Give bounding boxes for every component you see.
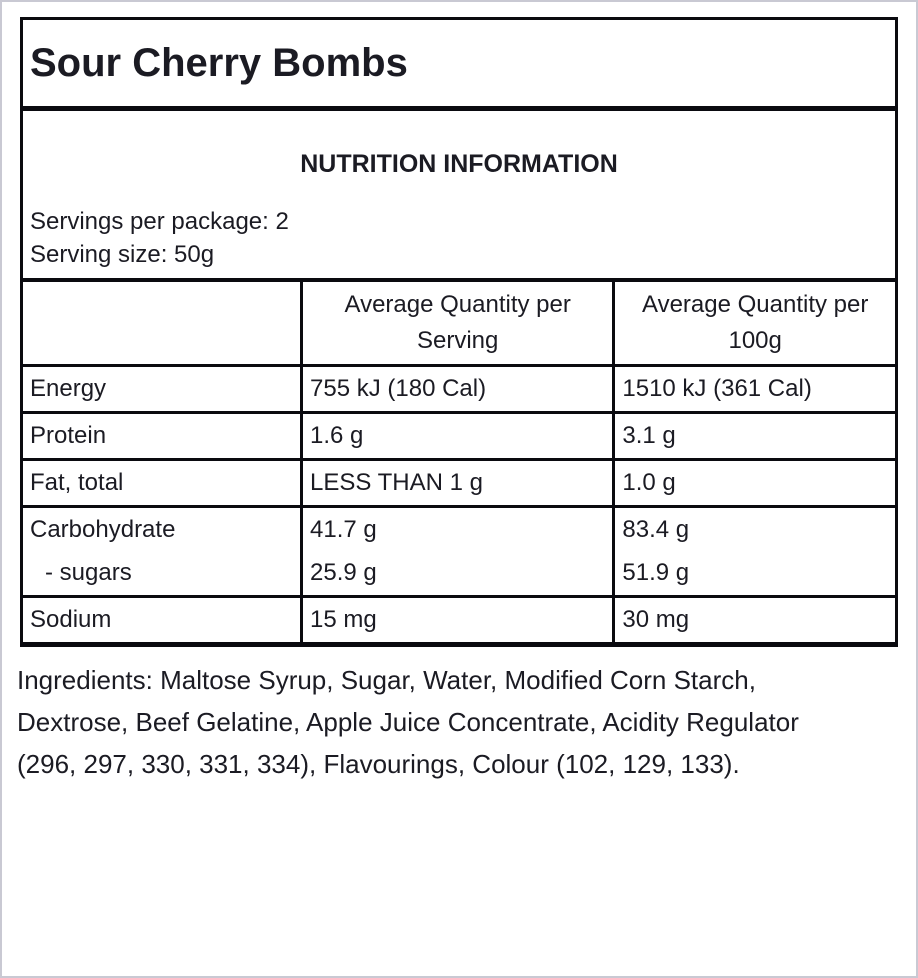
per-serving-cell [302,507,614,597]
nutrient-name-cell [22,366,302,413]
nutrient-value: 1.0 g [622,469,676,496]
per-serving-cell [302,460,614,507]
table-header-per-100g: Average Quantity per 100g [614,280,897,366]
nutrient-label: Sodium [30,606,112,633]
per-100g-cell [614,507,897,597]
table-header-row [22,280,897,366]
table-row [22,507,897,597]
table-header-per-serving: Average Quantity per Serving [302,280,614,366]
nutrient-value: 41.7 g [310,516,377,543]
servings-per-package: Servings per package: 2 [30,208,289,235]
nutrient-value: 25.9 g [310,559,377,586]
nutrient-value: 51.9 g [622,559,690,586]
per-100g-cell [614,460,897,507]
nutrient-name-cell [22,507,302,597]
nutrition-label [20,17,898,647]
nutrient-value: 1.6 g [310,422,364,449]
per-100g-cell [614,413,897,460]
per-100g-cell [614,366,897,413]
ingredients-line: Dextrose, Beef Gelatine, Apple Juice Concentrate, Acidity Regulator [17,707,799,737]
nutrient-label: Carbohydrate [30,516,176,543]
table-row [22,366,897,413]
per-serving-cell [302,366,614,413]
table-row [22,460,897,507]
table-header-blank [22,280,302,366]
nutrient-name-cell [22,460,302,507]
per-serving-cell [302,413,614,460]
nutrition-info-section [20,111,898,278]
nutrient-value: 30 mg [622,606,690,633]
ingredients-text [17,659,901,785]
product-title-box [20,17,898,111]
ingredients-line: Ingredients: Maltose Syrup, Sugar, Water, Modified Corn Starch, [17,665,756,695]
ingredients-line: (296, 297, 330, 331, 334), Flavourings, Colour (102, 129, 133). [17,749,740,779]
product-title: Sour Cherry Bombs [30,41,408,85]
nutrient-value: 83.4 g [622,516,690,543]
per-serving-cell [302,597,614,645]
nutrient-value: LESS THAN 1 g [310,469,483,496]
nutrient-label: Energy [30,375,107,402]
serving-size: Serving size: 50g [30,241,215,268]
nutrient-name-cell [22,597,302,645]
nutrient-name-cell [22,413,302,460]
nutrient-value: 755 kJ (180 Cal) [310,375,487,402]
nutrient-label: - sugars [45,559,132,586]
table-row [22,413,897,460]
nutrient-label: Fat, total [30,469,124,496]
nutrition-information-heading: NUTRITION INFORMATION [300,150,618,178]
nutrient-value: 15 mg [310,606,377,633]
per-100g-cell [614,597,897,645]
nutrient-label: Protein [30,422,107,449]
nutrition-table-body [22,366,897,645]
nutrient-value: 3.1 g [622,422,676,449]
nutrient-value: 1510 kJ (361 Cal) [622,375,812,402]
nutrition-table [20,278,898,647]
table-row [22,597,897,645]
